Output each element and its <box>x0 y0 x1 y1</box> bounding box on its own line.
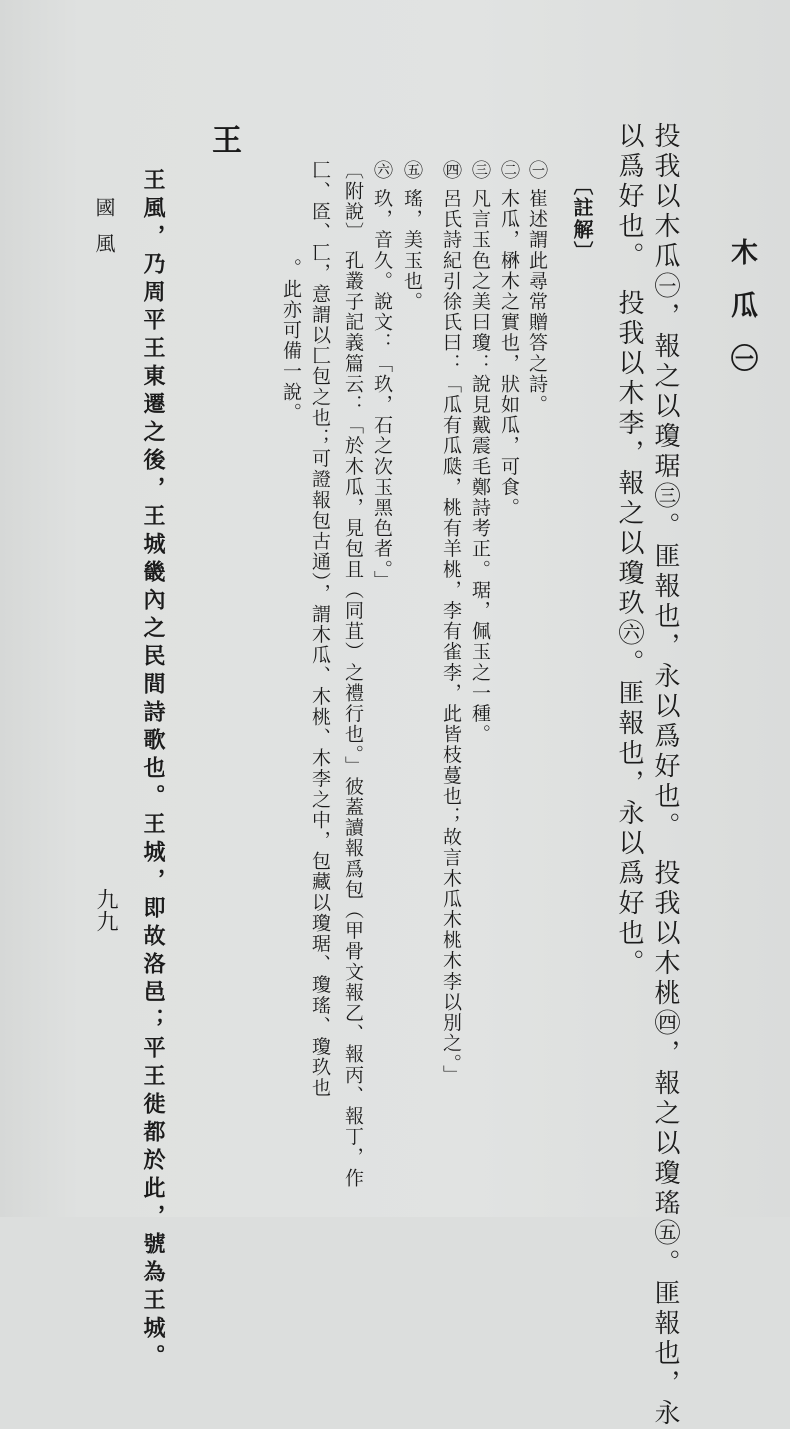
running-head: 國風 <box>92 197 116 269</box>
note-6: ㊅ 玖，音久。說文：「玖，石之次玉黑色者。」 <box>371 160 393 591</box>
section-intro: 王風，乃周平王東遷之後，王城畿內之民間詩歌也。王城，即故洛邑；平王徙都於此，號為王城。 <box>140 168 166 1372</box>
notes-label: 〔註解〕 <box>570 175 594 263</box>
note-4: ㊃ 呂氏詩紀引徐氏曰：「瓜有瓜瓞，桃有羊桃，李有雀李，此皆枝蔓也；故言木瓜木桃木李以別之。」 <box>440 160 462 1086</box>
appendix-line-2: 匚、匼、匸，意謂以匚包之也；可證報包古通），謂木瓜、木桃、木李之中，包藏以瓊琚、瓊瑤、瓊玖也 <box>309 160 331 1099</box>
poem-title: 木瓜㊀ <box>726 238 757 397</box>
note-2: ㊁ 木瓜，楙木之實也，狀如瓜，可食。 <box>498 160 520 518</box>
page-number: 九九 <box>93 888 118 932</box>
poem-line-2: 以爲好也。 投我以木李，報之以瓊玖㊅。匪報也，永以爲好也。 <box>614 122 644 979</box>
poem-line-1: 投我以木瓜㊀，報之以瓊琚㊂。匪報也，永以爲好也。 投我以木桃㊃，報之以瓊瑤㊄。匪報也，永 <box>650 122 680 1429</box>
section-heading: 王 <box>206 124 241 154</box>
note-5: ㊄ 瑤，美玉也。 <box>401 160 423 312</box>
appendix-line-1: 〔附說〕 孔叢子記義篇云：「於木瓜，見包且（同苴）之禮行也。」彼蓋讀報爲包（甲骨文報乙、報丙、報丁，作 <box>342 160 364 1189</box>
note-3: ㊂ 凡言玉色之美曰瓊：說見戴震毛鄭詩考正。琚，佩玉之一種。 <box>469 160 491 745</box>
note-1: ㊀ 崔述謂此尋常贈答之詩。 <box>526 160 548 415</box>
appendix-line-3: 。此亦可備一說。 <box>280 258 302 423</box>
